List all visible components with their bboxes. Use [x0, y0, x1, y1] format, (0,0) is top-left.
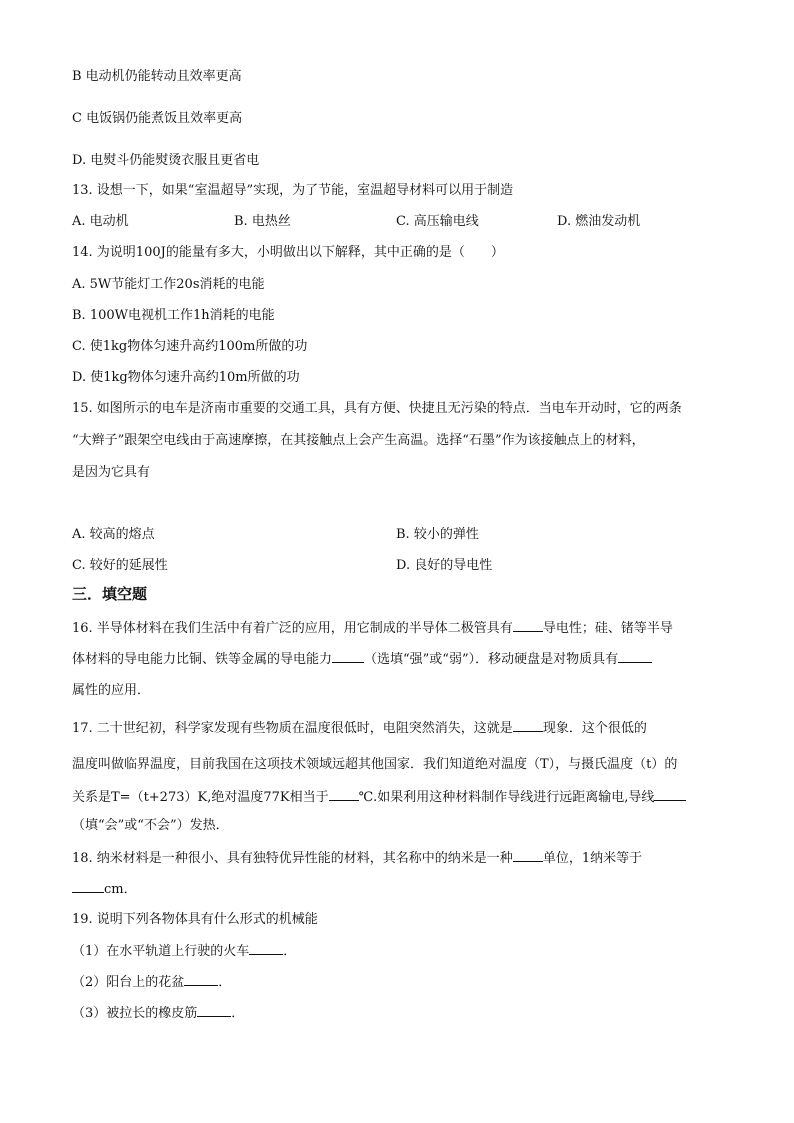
answer-blank[interactable] — [513, 619, 543, 632]
q17-line3 — [72, 788, 686, 807]
q13-option-c: C. 高压输电线 — [396, 214, 479, 229]
answer-blank[interactable] — [513, 849, 543, 862]
q19-sub-2-text: （2）阳台上的花盆 — [72, 975, 185, 990]
q19-sub-1-text: （1）在水平轨道上行驶的火车 — [72, 944, 250, 959]
q13-option-d: D. 燃油发动机 — [557, 214, 641, 229]
answer-blank[interactable] — [618, 650, 652, 663]
q19-sub-1 — [72, 942, 296, 961]
q12-option-c: C 电饭锅仍能煮饭且效率更高 — [72, 111, 243, 126]
q17-line1 — [72, 719, 647, 738]
q14-stem: 14. 为说明100J的能量有多大，小明做出以下解释，其中正确的是（ ） — [72, 245, 504, 260]
q15-stem-line1: 15. 如图所示的电车是济南市重要的交通工具，具有方便、快捷且无污染的特点．当电车开动时，它的两条 — [72, 401, 682, 416]
q16-line1 — [72, 619, 673, 638]
q14-option-b: B. 100W电视机工作1h消耗的电能 — [72, 308, 275, 323]
answer-blank[interactable] — [72, 880, 104, 893]
q17-line2: 温度叫做临界温度，目前我国在这项技术领域远超其他国家．我们知道绝对温度（T），与摄氏温度（t）的 — [72, 757, 678, 772]
q15-option-d: D. 良好的导电性 — [396, 558, 493, 573]
q16-text-1b: 导电性；硅、锗等半导 — [542, 621, 673, 636]
q18-text-2: cm． — [104, 882, 137, 897]
q12-option-b: B 电动机仍能转动且效率更高 — [72, 69, 242, 84]
q16-text-2b: （选填“强”或“弱”）．移动硬盘是对物质具有 — [364, 652, 619, 667]
q12-option-d: D. 电熨斗仍能熨烫衣服且更省电 — [72, 153, 260, 168]
q16-line3: 属性的应用． — [72, 683, 151, 698]
q15-option-a: A. 较高的熔点 — [72, 527, 155, 542]
q16-line2 — [72, 650, 652, 669]
q19-sub-3-text: （3）被拉长的橡皮筋 — [72, 1006, 198, 1021]
q14-option-d: D. 使1kg物体匀速升高约10m所做的功 — [72, 370, 300, 385]
q19-sub-3 — [72, 1004, 244, 1023]
q18-text-1b: 单位，1纳米等于 — [542, 851, 643, 866]
answer-blank[interactable] — [329, 788, 359, 801]
q13-option-b: B. 电热丝 — [234, 214, 291, 229]
q18-text-1a: 18. 纳米材料是一种很小、具有独特优异性能的材料，其名称中的纳米是一种 — [72, 851, 513, 866]
answer-blank[interactable] — [654, 788, 686, 801]
q19-stem: 19. 说明下列各物体具有什么形式的机械能 — [72, 912, 318, 927]
period: ． — [283, 944, 297, 959]
answer-blank[interactable] — [513, 719, 543, 732]
q13-stem: 13. 设想一下，如果“室温超导”实现，为了节能，室温超导材料可以用于制造 — [72, 183, 514, 198]
q17-text-1a: 17. 二十世纪初，科学家发现有些物质在温度很低时，电阻突然消失，这就是 — [72, 721, 513, 736]
q17-text-3a: 关系是T=（t+273）K,绝对温度77K相当于 — [72, 790, 329, 805]
q17-text-3b: ℃.如果利用这种材料制作导线进行远距离输电,导线 — [358, 790, 655, 805]
period: ． — [231, 1006, 245, 1021]
q15-option-c: C. 较好的延展性 — [72, 558, 168, 573]
answer-blank[interactable] — [197, 1004, 231, 1017]
answer-blank[interactable] — [249, 942, 283, 955]
q14-option-c: C. 使1kg物体匀速升高约100m所做的功 — [72, 339, 308, 354]
q18-line1 — [72, 849, 642, 868]
answer-blank[interactable] — [184, 973, 218, 986]
q19-sub-2 — [72, 973, 231, 992]
q17-text-1b: 现象．这个很低的 — [542, 721, 647, 736]
period: ． — [218, 975, 232, 990]
q17-line4: （填“会”或“不会”）发热． — [72, 818, 229, 833]
q16-text-2a: 体材料的导电能力比铜、铁等金属的导电能力 — [72, 652, 333, 667]
q18-line2 — [72, 880, 137, 899]
section-heading-fill-in: 三．填空题 — [72, 585, 148, 603]
q15-option-b: B. 较小的弹性 — [396, 527, 479, 542]
q16-text-1a: 16. 半导体材料在我们生活中有着广泛的应用，用它制成的半导体二极管具有 — [72, 621, 513, 636]
q14-option-a: A. 5W节能灯工作20s消耗的电能 — [72, 277, 265, 292]
answer-blank[interactable] — [332, 650, 364, 663]
q15-stem-line2: “大辫子”跟架空电线由于高速摩擦，在其接触点上会产生高温。选择“石墨”作为该接触点上的材料， — [72, 433, 645, 448]
q15-stem-line3: 是因为它具有 — [72, 465, 151, 480]
q13-option-a: A. 电动机 — [72, 214, 129, 229]
